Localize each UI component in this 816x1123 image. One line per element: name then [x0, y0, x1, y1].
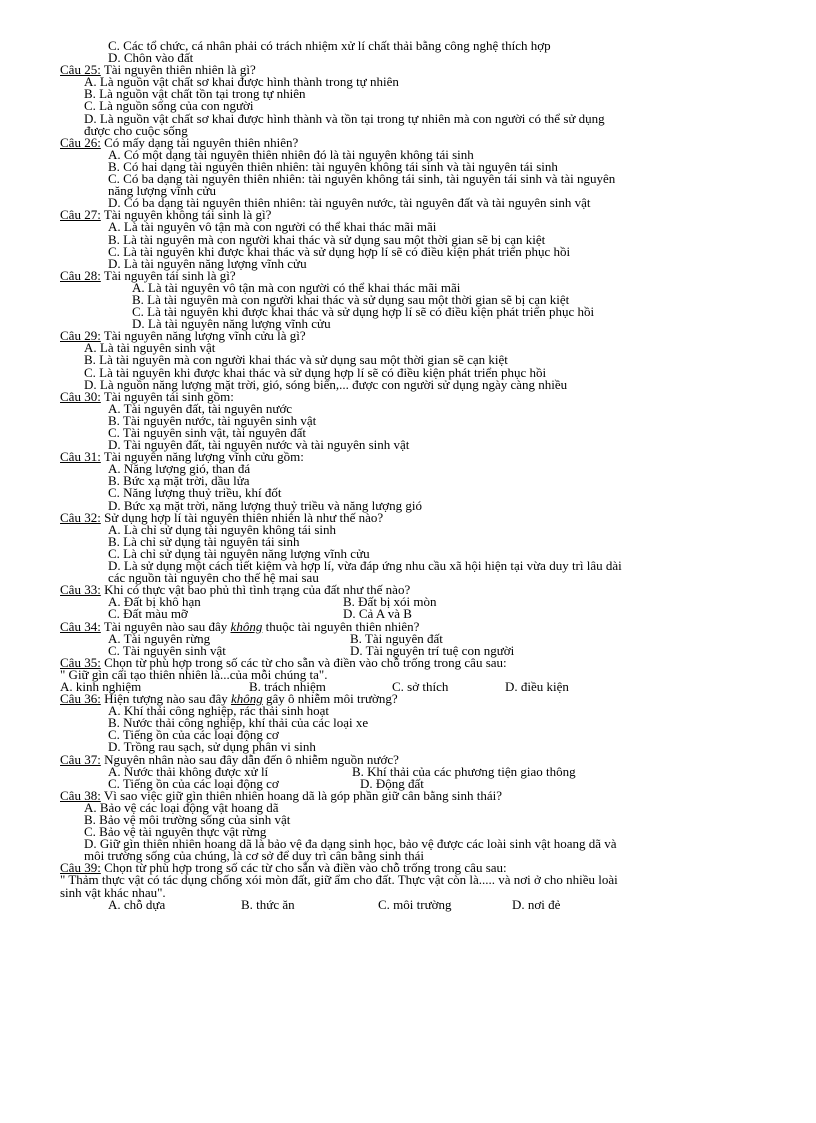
question-text: Tài nguyên năng lượng vĩnh cửu là gì?	[100, 328, 306, 344]
answer-options-row	[0, 896, 816, 912]
answer-option: C. Tiếng ồn của các loại động cơ	[108, 775, 279, 791]
line-text: A. Là tài nguyên vô tận mà con người có thể khai thác mãi mãi	[132, 279, 461, 295]
question-text: Sử dụng hợp lí tài nguyên thiên nhiên là như thế nào?	[100, 509, 384, 525]
line-text: C. Tiếng ồn của các loại động cơ	[108, 727, 279, 743]
answer-option: B. Tài nguyên đất	[350, 630, 443, 646]
line-text: A. Năng lượng gió, than đá	[108, 461, 251, 477]
question-text: Hiện tượng nào sau đây	[100, 691, 231, 707]
line-text: A. Tài nguyên đất, tài nguyên nước	[108, 400, 293, 416]
question-text: Tài nguyên thiên nhiên là gì?	[100, 62, 256, 78]
answer-option: B. Khí thải của các phương tiện giao thông	[352, 763, 576, 779]
line-text: D. Là sử dụng một cách tiết kiệm và hợp lí, vừa đáp ứng nhu cầu xã hội hiện tại vừa duy trì lâu dài	[108, 558, 622, 574]
line-text: B. Là chỉ sử dụng tài nguyên tái sinh	[108, 533, 300, 549]
line-text: môi trường sống của chúng, là cơ sở để duy trì cân bằng sinh thái	[84, 848, 424, 864]
answer-option: D. nơi đẻ	[512, 896, 561, 912]
answer-option: C. sở thích	[392, 678, 449, 694]
question-text: thuộc tài nguyên thiên nhiên?	[262, 618, 420, 634]
answer-option: B. Đất bị xói mòn	[343, 594, 437, 610]
line-text: C. Là nguồn sống của con người	[84, 98, 254, 114]
line-text: D. Là tài nguyên năng lượng vĩnh cửu	[132, 316, 331, 332]
line-text: A. Bảo vệ các loại động vật hoang dã	[84, 799, 279, 815]
line-text: C. Năng lượng thuỷ triều, khí đốt	[108, 485, 282, 501]
question-text: Có mấy dạng tài nguyên thiên nhiên?	[100, 134, 299, 150]
line-text: C. Là tài nguyên khi được khai thác và sử dụng hợp lí sẽ có điều kiện phát triển phục hồi	[132, 304, 595, 320]
question-text: Chọn từ phù hợp trong số các từ cho sẵn và điền vào chỗ trống trong câu sau:	[100, 860, 507, 876]
answer-option: D. Động đất	[360, 775, 424, 791]
question-number: Câu 27:	[60, 207, 101, 223]
question-text: Tài nguyên nào sau đây	[100, 618, 231, 634]
question-text: Chọn từ phù hợp trong số các từ cho sẵn và điền vào chỗ trống trong câu sau:	[100, 654, 507, 670]
line-text: B. Là tài nguyên mà con người khai thác và sử dụng sau một thời gian sẽ cạn kiệt	[84, 352, 508, 368]
question-number: Câu 25:	[60, 62, 101, 78]
question-number: Câu 39:	[60, 860, 101, 876]
answer-option: D. điều kiện	[505, 678, 569, 694]
answer-option: D. Tài nguyên trí tuệ con người	[350, 642, 515, 658]
answer-option: C. môi trường	[378, 896, 452, 912]
question-number: Câu 34:	[60, 618, 101, 634]
line-text: B. Là nguồn vật chất tồn tại trong tự nhiên	[84, 86, 306, 102]
line-text: D. Có ba dạng tài nguyên thiên nhiên: tài nguyên nước, tài nguyên đất và tài nguyên sinh vật	[108, 195, 591, 211]
question-text: Tài nguyên không tái sinh là gì?	[100, 207, 272, 223]
line-text: D. Chôn vào đất	[108, 50, 194, 66]
question-number: Câu 37:	[60, 751, 101, 767]
question-number: Câu 38:	[60, 787, 101, 803]
line-text: năng lượng vĩnh cửu	[108, 183, 216, 199]
line-text: C. Có ba dạng tài nguyên thiên nhiên: tài nguyên không tái sinh, tài nguyên tái sinh và tài nguyên	[108, 171, 616, 187]
line-text: B. Nước thải công nghiệp, khí thải của các loại xe	[108, 715, 369, 731]
question-number: Câu 30:	[60, 388, 101, 404]
line-text: D. Trồng rau sạch, sử dụng phân vi sinh	[108, 739, 316, 755]
line-text: D. Giữ gìn thiên nhiên hoang dã là bảo vệ đa dạng sinh học, bảo vệ được các loài sinh vật hoang dã và	[84, 836, 617, 852]
answer-option: B. trách nhiệm	[249, 678, 326, 694]
question-text: Nguyên nhân nào sau đây dẫn đến ô nhiễm nguồn nước?	[100, 751, 399, 767]
question-text: gây ô nhiễm môi trường?	[262, 691, 398, 707]
question-text: Tài nguyên năng lượng vĩnh cửu gồm:	[100, 449, 304, 465]
question-text: Tài nguyên tái sinh là gì?	[100, 267, 236, 283]
line-text: D. Là tài nguyên năng lượng vĩnh cửu	[108, 255, 307, 271]
line-text: D. Là nguồn năng lượng mặt trời, gió, sóng biển,... được con người sử dụng ngày càng nhiều	[84, 376, 568, 392]
line-text: " Thảm thực vật có tác dụng chống xói mòn đất, giữ ẩm cho đất. Thực vật còn là..... và nơi ở cho nhiều loài	[60, 872, 618, 888]
line-text: A. Có một dạng tài nguyên thiên nhiên đó là tài nguyên không tái sinh	[108, 146, 474, 162]
answer-option: A. Tài nguyên rừng	[108, 630, 211, 646]
answer-option: A. Đất bị khô hạn	[108, 594, 201, 610]
question-number: Câu 26:	[60, 134, 101, 150]
question-emphasis: không	[230, 691, 263, 707]
line-text: C. Là tài nguyên khi được khai thác và sử dụng hợp lí sẽ có điều kiện phát triển phục hồi	[84, 364, 547, 380]
line-text: A. Là tài nguyên sinh vật	[84, 340, 216, 356]
line-text: D. Bức xạ mặt trời, năng lượng thuỷ triều và năng lượng gió	[108, 497, 422, 513]
line-text: " Giữ gìn cấi tạo thiên nhiên là...của mỗi chúng ta".	[60, 666, 328, 682]
answer-option: A. chỗ dựa	[108, 896, 166, 912]
line-text: B. Bảo vệ môi trường sống của sinh vật	[84, 812, 291, 827]
line-text: sinh vật khác nhau".	[60, 884, 166, 900]
question-number: Câu 35:	[60, 654, 101, 670]
line-text: D. Tài nguyên đất, tài nguyên nước và tài nguyên sinh vật	[108, 437, 410, 453]
line-text: C. Là tài nguyên khi được khai thác và sử dụng hợp lí sẽ có điều kiện phát triển phục hồi	[108, 243, 571, 259]
question-text: Khi có thực vật bao phủ thì tình trạng của đất như thế nào?	[100, 582, 411, 598]
question-number: Câu 36:	[60, 691, 101, 707]
question-text: Vì sao việc giữ gìn thiên nhiên hoang dã là góp phần giữ cân bằng sinh thái?	[100, 787, 503, 803]
question-number: Câu 31:	[60, 449, 101, 465]
answer-option: B. thức ăn	[241, 896, 295, 912]
line-text: A. Khí thải công nghiệp, rác thải sinh hoạt	[108, 703, 329, 719]
question-number: Câu 33:	[60, 582, 101, 598]
line-text: A. Là nguồn vật chất sơ khai được hình thành trong tự nhiên	[84, 74, 399, 90]
question-text: Tài nguyên tái sinh gồm:	[100, 388, 234, 404]
line-text: C. Các tổ chức, cá nhân phải có trách nhiệm xử lí chất thải bằng công nghệ thích hợp	[108, 38, 551, 53]
question-number: Câu 28:	[60, 267, 101, 283]
line-text: B. Là tài nguyên mà con người khai thác và sử dụng sau một thời gian sẽ bị cạn kiệt	[108, 231, 546, 247]
answer-option: C. Tài nguyên sinh vật	[108, 642, 226, 658]
line-text: B. Là tài nguyên mà con người khai thác và sử dụng sau một thời gian sẽ bị cạn kiệt	[132, 291, 570, 307]
answer-option: A. Nước thải không được xử lí	[108, 763, 269, 779]
question-emphasis: không	[230, 618, 263, 634]
line-text: A. Là tài nguyên vô tận mà con người có thể khai thác mãi mãi	[108, 219, 437, 235]
line-text: được cho cuộc sống	[84, 122, 188, 138]
answer-option: D. Cả A và B	[343, 606, 412, 622]
line-text: B. Tài nguyên nước, tài nguyên sinh vật	[108, 412, 317, 428]
document-line	[0, 306, 816, 318]
line-text: D. Là nguồn vật chất sơ khai được hình thành và tồn tại trong tự nhiên mà con người có thể sử dụng	[84, 110, 605, 126]
line-text: B. Có hai dạng tài nguyên thiên nhiên: tài nguyên không tái sinh và tài nguyên tái sinh	[108, 158, 558, 174]
line-text: A. Là chỉ sử dụng tài nguyên không tái sinh	[108, 521, 337, 537]
line-text: C. Bảo vệ tài nguyên thực vật rừng	[84, 824, 267, 840]
line-text: C. Tài nguyên sinh vật, tài nguyên đất	[108, 425, 306, 440]
question-number: Câu 32:	[60, 509, 101, 525]
line-text: các nguồn tài nguyên cho thế hệ mai sau	[108, 570, 319, 586]
answer-option: C. Đất màu mỡ	[108, 606, 188, 622]
line-text: B. Bức xạ mặt trời, dầu lửa	[108, 473, 250, 489]
line-text: C. Là chỉ sử dụng tài nguyên năng lượng vĩnh cửu	[108, 545, 370, 561]
answer-option: A. kinh nghiệm	[60, 678, 142, 694]
question-number: Câu 29:	[60, 328, 101, 344]
